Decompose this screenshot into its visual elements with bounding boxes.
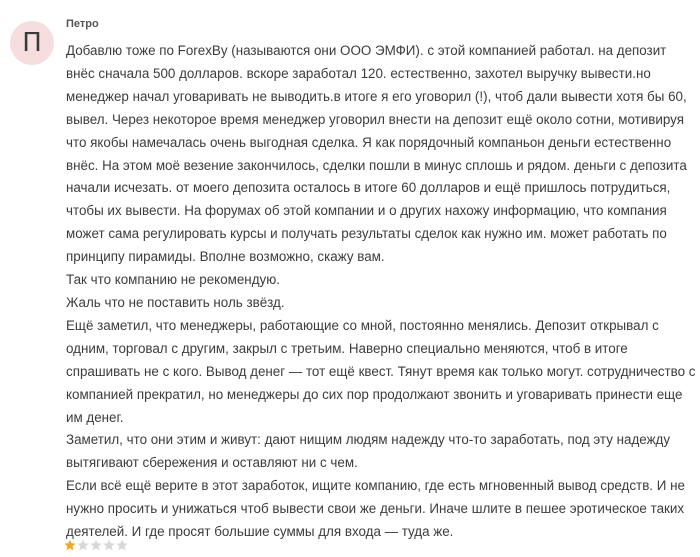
star-rating <box>64 539 128 551</box>
star-empty-icon <box>77 539 89 551</box>
review-paragraph: Если всё ещё верите в этот заработок, ищите компанию, где есть мгновенный вывод средств. И не нужно просить и унижаться чтоб вывести свои же деньги. Иначе шлите в пешее эротическое таких деятелей. И где просят большие суммы для входа — туда же. <box>66 478 685 540</box>
review-paragraph: Ещё заметил, что менеджеры, работающие со мной, постоянно менялись. Депозит открывал с одним, торговал с другим, закрыл с третьим. Наверно специально меняются, чтоб в итоге спрашивать не с кого. Вывод денег — тот ещё квест. Тянут время как только могут. сотрудничество с компанией прекратил, но менеджеры до сих пор продолжают звонить и уговаривать принести еще им денег. <box>66 317 696 425</box>
author-name: Петро <box>66 18 99 30</box>
review-paragraph: Добавлю тоже по ForexBy (называются они ООО ЭМФИ). с этой компанией работал. на депозит внёс сначала 500 долларов. вскоре заработал 120. естественно, захотел выручку вывести.но менеджер начал уговаривать не выводить.в итоге я его уговорил (!), чтоб дали вывести хотя бы 60, вывел. Через некоторое время менеджер уговорил внести на депозит ещё около сотни, мотивируя что якобы намечалась очень выгодная сделка. Я как порядочный компаньон деньги естественно внёс. На этом моё везение закончилось, сделки пошли в минус сплошь и рядом. деньги с депозита начали исчезать. от моего депозита осталось в итоге 60 долларов и ещё пришлось потрудиться, чтобы их вывести. На форумах об этой компании и о других нахожу информацию, что компания может сама регулировать курсы и получать результаты сделок как нужно им. может работать по принципу пирамиды. Вполне возможно, скажу вам. <box>66 43 687 265</box>
star-empty-icon <box>116 539 128 551</box>
review-paragraph: Заметил, что они этим и живут: дают нищим людям надежду что-то заработать, под эту надежду вытягивают сбережения и оставляют ни с чем. <box>66 432 671 471</box>
review-text <box>66 40 696 544</box>
star-empty-icon <box>90 539 102 551</box>
review-paragraph: Жаль что не поставить ноль звёзд. <box>66 294 285 310</box>
review-paragraph: Так что компанию не рекомендую. <box>66 272 280 288</box>
avatar-letter: П <box>22 28 42 58</box>
star-empty-icon <box>103 539 115 551</box>
avatar <box>10 21 54 65</box>
star-filled-icon <box>64 539 76 551</box>
